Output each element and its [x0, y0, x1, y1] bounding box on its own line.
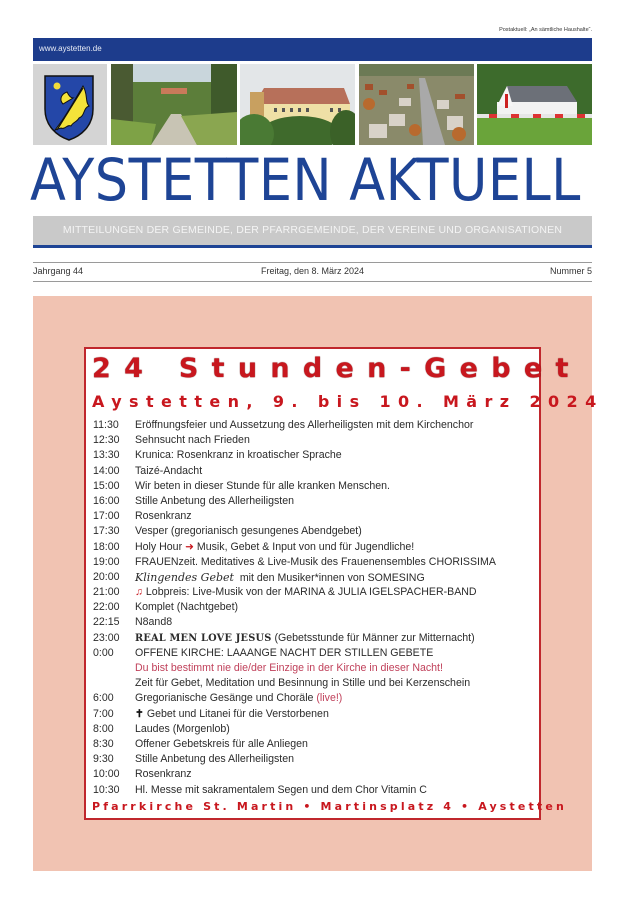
cross-icon: ✝	[135, 707, 144, 720]
schedule-row: 10:00 Rosenkranz	[93, 768, 192, 781]
schedule-row: 17:30 Vesper (gregorianisch gesungenes Abendgebet)	[93, 525, 362, 538]
script-title: Klingendes Gebet	[135, 570, 234, 584]
volume-label: Jahrgang 44	[33, 266, 84, 276]
subtitle-banner	[33, 216, 592, 248]
schedule-row: 10:30 Hl. Messe mit sakramentalem Segen und dem Chor Vitamin C	[93, 783, 427, 796]
schedule-row: 7:00 ✝ Gebet und Litanei für die Verstorbenen	[93, 707, 329, 720]
website-link[interactable]: www.aystetten.de	[39, 44, 102, 53]
music-note-icon: ♫	[135, 586, 143, 599]
subtitle-text: MITTEILUNGEN DER GEMEINDE, DER PFARRGEMEINDE, DER VEREINE UND ORGANISATIONEN	[62, 224, 563, 236]
divider-top	[33, 262, 592, 263]
flyer-subtitle: Aystetten, 9. bis 10. März 2024	[92, 392, 604, 411]
website-bar	[33, 38, 592, 61]
schedule-row: Du bist bestimmt nie die/der Einzige in der Kirche in dieser Nacht!	[135, 662, 443, 674]
schedule-row: 12:30 Sehnsucht nach Frieden	[93, 434, 250, 447]
schedule-row: 6:00 Gregorianische Gesänge und Choräle (live!)	[93, 692, 343, 705]
schedule-row: 21:00 ♫ Lobpreis: Live-Musik von der MARINA & JULIA IGELSPACHER-BAND	[93, 586, 477, 599]
divider-bottom	[33, 281, 592, 282]
schedule-row: 20:00 Klingendes Gebet mit den Musiker*innen von SOMESING	[93, 570, 425, 584]
schedule-row: 9:30 Stille Anbetung des Allerheiligsten	[93, 753, 295, 766]
photo-village-aerial	[359, 64, 474, 145]
arrow-right-icon: ➜	[185, 540, 194, 553]
schedule-row: 11:30 Eröffnungsfeier und Aussetzung des Allerheiligsten mit dem Kirchenchor	[93, 419, 474, 431]
schedule-row: 17:00 Rosenkranz	[93, 510, 192, 523]
schedule-row: 18:00 Holy Hour ➜ Musik, Gebet & Input von und für Jugendliche!	[93, 540, 415, 553]
issue-number: Nummer 5	[549, 266, 592, 276]
flyer-footer-address: Pfarrkirche St. Martin • Martinsplatz 4 • Aystetten	[92, 800, 567, 813]
coat-of-arms-oak-leaf-icon	[33, 64, 107, 145]
postal-note: Postaktuell: „An sämtliche Haushalte“.	[499, 27, 592, 33]
schedule-row: 23:00 REAL MEN LOVE JESUS (Gebetsstunde für Männer zur Mitternacht)	[93, 631, 475, 644]
schedule-row: 22:15 N8and8	[93, 616, 173, 629]
flyer-title: 24 Stunden-Gebet	[92, 353, 582, 384]
schedule-row: 14:00 Taizé-Andacht	[93, 464, 203, 477]
schedule-list	[93, 418, 533, 798]
schedule-row: 16:00 Stille Anbetung des Allerheiligsten	[93, 494, 295, 507]
schedule-row: 8:30 Offener Gebetskreis für alle Anliegen	[93, 737, 308, 750]
schedule-row: 0:00 OFFENE KIRCHE: LAAANGE NACHT DER STILLEN GEBETE	[93, 646, 434, 659]
newspaper-title: AYSTETTEN AKTUELL	[30, 146, 581, 214]
schedule-row: 15:00 Wir beten in dieser Stunde für alle kranken Menschen.	[93, 479, 390, 492]
photo-clubhouse	[477, 64, 592, 145]
schedule-row: 13:30 Krunica: Rosenkranz in kroatischer Sprache	[93, 449, 342, 462]
schedule-row: 22:00 Komplet (Nachtgebet)	[93, 601, 239, 614]
bold-heading: REAL MEN LOVE JESUS	[135, 632, 272, 644]
schedule-row: Zeit für Gebet, Meditation und Besinnung in Stille und bei Kerzenschein	[135, 677, 471, 690]
issue-date: Freitag, den 8. März 2024	[260, 266, 365, 276]
photo-castle	[240, 64, 355, 145]
photo-forest-path	[111, 64, 237, 145]
prayer-event-flyer	[84, 347, 604, 820]
schedule-row: 8:00 Laudes (Morgenlob)	[93, 722, 230, 735]
schedule-row: 19:00 FRAUENzeit. Meditatives & Live-Musik des Frauenensembles CHORISSIMA	[93, 555, 496, 568]
